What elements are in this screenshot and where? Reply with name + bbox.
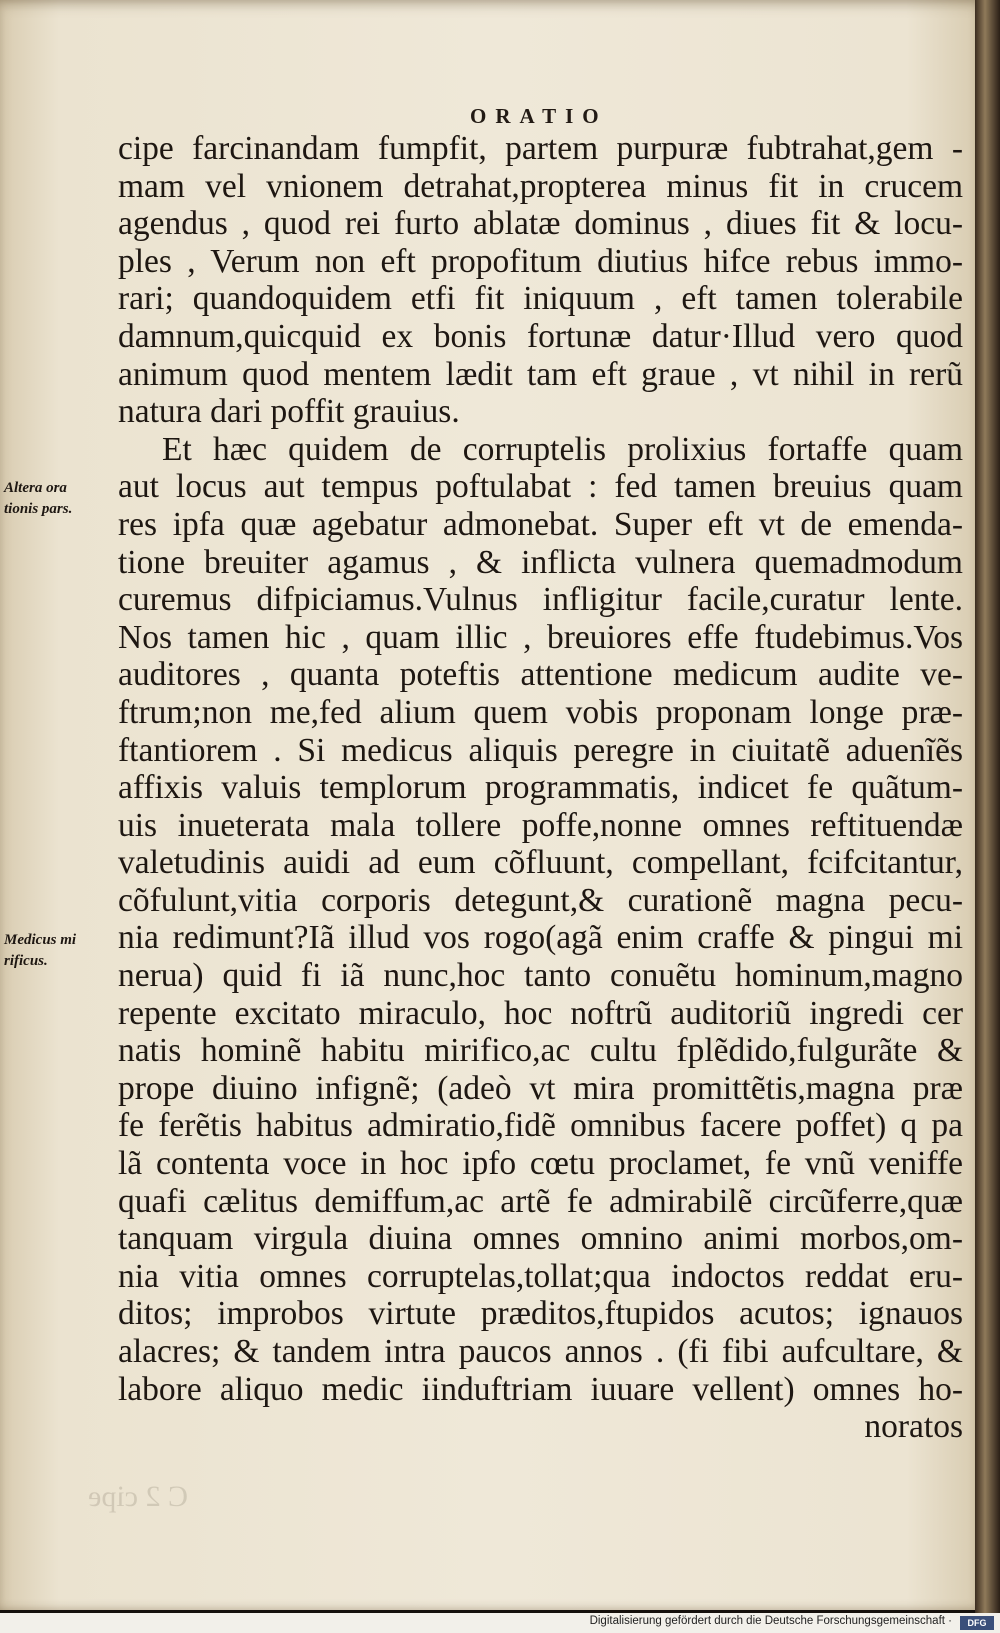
text-line: Et hæc quidem de corruptelis prolixius fortaffe quam bbox=[162, 430, 963, 468]
text-line: uis inueterata mala tollere poffe,nonne omnes reftituendæ bbox=[118, 806, 963, 844]
margin-note-medicus bbox=[4, 930, 76, 972]
body-text bbox=[118, 130, 963, 1446]
margin-note-line: Altera ora bbox=[4, 480, 67, 496]
text-line: curemus difpiciamus.Vulnus infligitur facile,curatur lente. bbox=[118, 581, 963, 619]
text-line: nia vitia omnes corruptelas,tollat;qua indoctos reddat eru- bbox=[118, 1257, 963, 1295]
text-line: natis hominẽ habitu mirifico,ac cultu fplẽdido,fulgurãte & bbox=[118, 1032, 963, 1070]
footer-credit: Digitalisierung gefördert durch die Deutsche Forschungsgemeinschaft · bbox=[589, 1615, 952, 1627]
text-line: valetudinis auidi ad eum cõfluunt, compellant, fcifcitantur, bbox=[118, 844, 963, 882]
text-line: ditos; improbos virtute præditos,ftupidos acutos; ignauos bbox=[118, 1295, 963, 1333]
text-line: mam vel vnionem detrahat,propterea minus fit in crucem bbox=[118, 167, 963, 205]
text-line: auditores , quanta poteftis attentione medicum audite ve- bbox=[118, 656, 963, 694]
text-line: tanquam virgula diuina omnes omnino animi morbos,om- bbox=[118, 1220, 963, 1258]
text-line: ftantiorem . Si medicus aliquis peregre in ciuitatẽ aduenĩẽs bbox=[118, 731, 963, 769]
page-edge bbox=[975, 0, 1000, 1613]
text-line: alacres; & tandem intra paucos annos . (fi fibi aufcultare, & bbox=[118, 1333, 963, 1370]
margin-note-altera bbox=[4, 478, 72, 520]
text-line: damnum,quicquid ex bonis fortunæ datur·Illud vero quod bbox=[118, 317, 963, 355]
text-line: animum quod mentem lædit tam eft graue , vt nihil in rerũ bbox=[118, 355, 963, 393]
catchword: noratos bbox=[864, 1408, 963, 1446]
show-through-text: C 2 cipe bbox=[88, 1480, 188, 1513]
text-line: fe ferẽtis habitus admiratio,fidẽ omnibus facere poffet) q pa bbox=[118, 1107, 963, 1145]
text-line: labore aliquo medic iinduftriam iuuare vellent) omnes ho- bbox=[118, 1370, 963, 1408]
running-heading: ORATIO bbox=[470, 104, 608, 128]
text-line: prope diuino infignẽ; (adeò vt mira promittẽtis,magna præ bbox=[118, 1069, 963, 1107]
text-line: res ipfa quæ agebatur admonebat. Super eft vt de emenda- bbox=[118, 505, 963, 543]
text-line: repente excitato miraculo, hoc noftrũ auditoriũ ingredi cer bbox=[118, 994, 963, 1032]
margin-note-line: tionis pars. bbox=[4, 501, 73, 517]
text-line: cipe farcinandam fumpfit, partem purpuræ fubtrahat,gem - bbox=[118, 130, 963, 167]
text-line: agendus , quod rei furto ablatæ dominus , diues fit & locu- bbox=[118, 205, 963, 243]
text-line: lã contenta voce in hoc ipfo cœtu proclamet, fe vnũ veniffe bbox=[118, 1145, 963, 1183]
text-line: quafi cælitus demiffum,ac artẽ fe admirabilẽ circũferre,quæ bbox=[118, 1182, 963, 1220]
text-line: nerua) quid fi iã nunc,hoc tanto conuẽtu hominum,magno bbox=[118, 957, 963, 995]
text-line: aut locus aut tempus poftulabat : fed tamen breuius quam bbox=[118, 468, 963, 506]
footer-bar bbox=[0, 1613, 1000, 1633]
text-line: cõfulunt,vitia corporis detegunt,& curationẽ magna pecu- bbox=[118, 881, 963, 919]
text-line: nia redimunt?Iã illud vos rogo(agã enim craffe & pingui mi bbox=[118, 919, 963, 957]
text-line: affixis valuis templorum programmatis, indicet fe quãtum- bbox=[118, 769, 963, 807]
text-line: ples , Verum non eft propofitum diutius hifce rebus immo- bbox=[118, 242, 963, 280]
text-line: rari; quandoquidem etfi fit iniquum , eft tamen tolerabile bbox=[118, 280, 963, 318]
text-line: natura dari poffit grauius. bbox=[118, 393, 460, 431]
text-line: Nos tamen hic , quam illic , breuiores effe ftudebimus.Vos bbox=[118, 618, 963, 656]
margin-note-line: rificus. bbox=[4, 953, 48, 969]
text-line: ftrum;non me,fed alium quem vobis proponam longe præ- bbox=[118, 693, 963, 731]
dfg-logo-icon: DFG bbox=[960, 1616, 994, 1630]
text-line: tione breuiter agamus , & inflicta vulnera quemadmodum bbox=[118, 543, 963, 581]
margin-note-line: Medicus mi bbox=[4, 932, 77, 948]
